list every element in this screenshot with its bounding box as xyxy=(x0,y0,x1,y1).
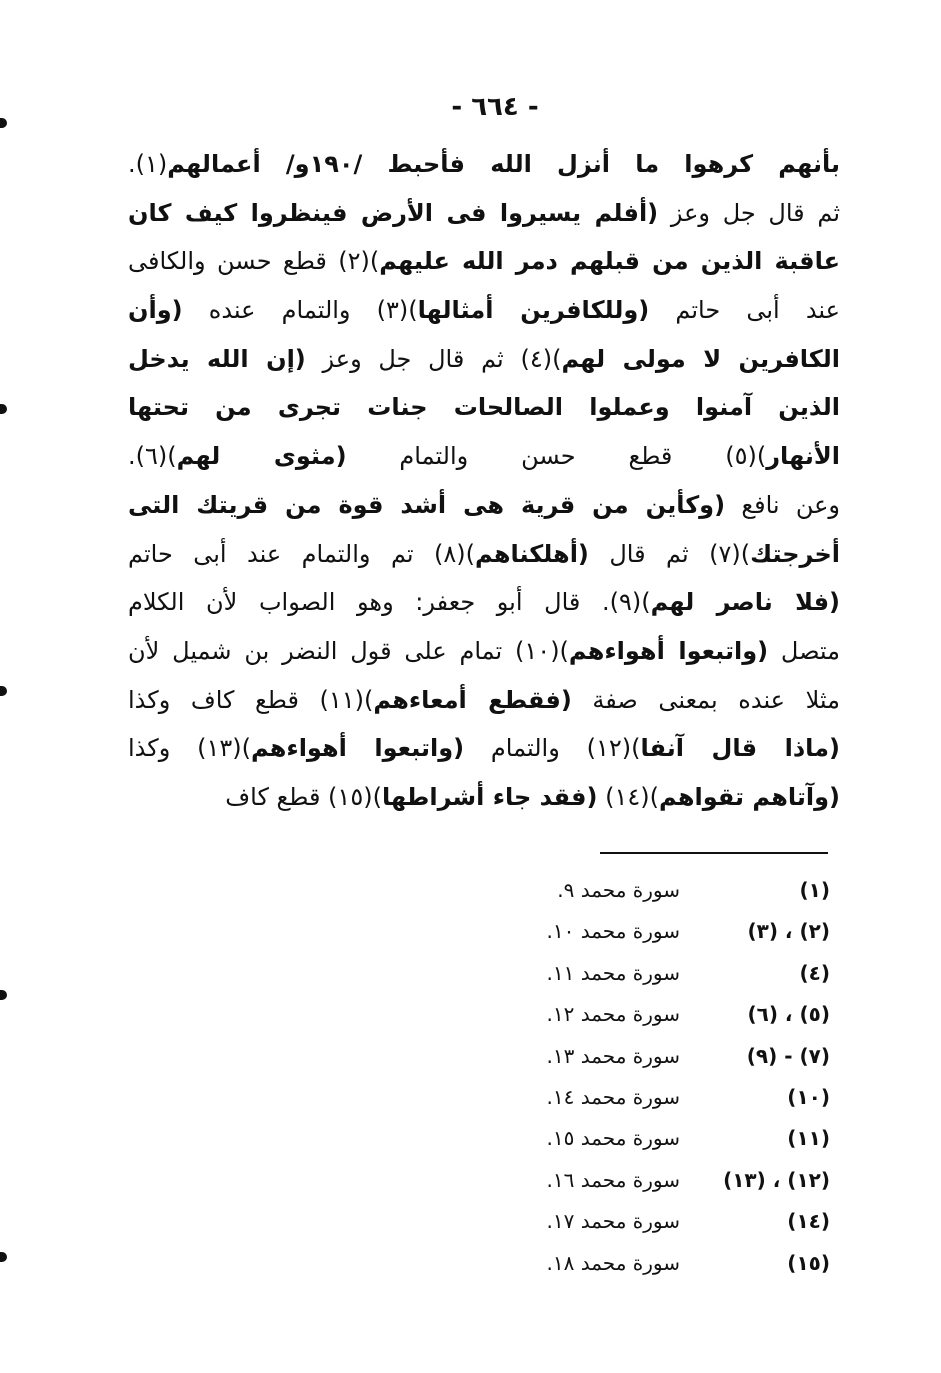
text-segment: وعن نافع xyxy=(725,490,840,519)
footnote-number: (١٠) xyxy=(787,1084,830,1109)
footnote-source: سورة محمد ١٦. xyxy=(546,1167,680,1192)
footnote-source: سورة محمد ١٤. xyxy=(546,1084,680,1109)
text-segment: )(١٤) xyxy=(597,782,660,811)
footnote-source: سورة محمد ١٣. xyxy=(546,1043,680,1068)
text-line xyxy=(128,773,840,822)
text-line xyxy=(128,383,840,432)
quran-quote: (واتبعوا أهواءهم xyxy=(568,636,769,665)
main-text xyxy=(128,140,840,822)
quran-quote: (واتبعوا أهواءهم xyxy=(250,734,465,763)
footnote-number: (١) xyxy=(799,878,830,902)
quran-quote: (ماذا قال آنفا xyxy=(640,734,840,763)
quran-quote: (إن الله يدخل xyxy=(128,344,306,373)
text-segment: )(٢) قطع حسن والكافى xyxy=(128,247,380,276)
footnote-source: سورة محمد ١٧. xyxy=(546,1209,680,1234)
text-segment: )(٣) والتمام عنده xyxy=(182,296,418,325)
footnotes xyxy=(500,870,830,1284)
quran-quote: عاقبة الذين من قبلهم دمر الله عليهم xyxy=(379,247,840,276)
quran-quote: (فقد جاء أشراطها xyxy=(381,782,598,811)
footnote-item xyxy=(500,1243,830,1284)
binding-hole-mark xyxy=(0,990,7,1000)
quran-quote: (فقطع أمعاءهم xyxy=(373,685,572,714)
quran-quote: (وآتاهم تقواهم xyxy=(659,782,840,811)
footnote-item xyxy=(500,1201,830,1242)
quran-quote: الذين آمنوا وعملوا الصالحات جنات تجرى من تحتها xyxy=(128,393,840,422)
text-line xyxy=(128,481,840,530)
text-segment: (١). xyxy=(128,150,168,178)
text-line xyxy=(128,189,840,238)
quran-quote: (مثوى لهم xyxy=(176,442,347,471)
text-segment: )(١٢) والتمام xyxy=(464,734,641,763)
footnote-item xyxy=(500,870,830,911)
footnote-item xyxy=(500,911,830,952)
quran-quote: الكافرين لا مولى لهم xyxy=(561,344,840,373)
text-segment: )(٧) ثم قال xyxy=(588,539,751,568)
text-segment: )(١٣) وكذا xyxy=(128,734,251,763)
quran-quote: (وللكافرين أمثالها xyxy=(417,296,650,325)
text-line xyxy=(128,432,840,481)
quran-quote: بأنهم كرهوا ما أنزل الله فأحبط /١٩٠و/ أعمالهم xyxy=(167,150,840,178)
footnote-source: سورة محمد ٩. xyxy=(557,878,680,902)
footnote-source: سورة محمد ١٠. xyxy=(546,919,680,944)
binding-hole-mark xyxy=(0,1252,7,1262)
quran-quote: (وكأين من قرية هى أشد قوة من قريتك التى xyxy=(128,490,726,519)
text-segment: )(١٠) تمام على قول النضر بن شميل لأن xyxy=(128,636,569,665)
footnote-source: سورة محمد ١٥. xyxy=(546,1126,680,1151)
text-segment: ثم قال جل وعز xyxy=(658,198,840,227)
footnote-item xyxy=(500,1160,830,1201)
text-line xyxy=(128,140,840,189)
text-segment: )(١١) قطع كاف وكذا xyxy=(128,685,374,714)
footnote-number: (١١) xyxy=(787,1126,830,1151)
quran-quote: (أفلم يسيروا فى الأرض فينظروا كيف كان xyxy=(128,198,659,227)
text-segment: )(٥) قطع حسن والتمام xyxy=(346,442,767,471)
quran-quote: (وأن xyxy=(128,296,183,325)
text-line xyxy=(128,627,840,676)
footnote-number: (٢) ، (٣) xyxy=(747,919,830,944)
footnote-item xyxy=(500,1118,830,1159)
binding-hole-mark xyxy=(0,404,7,414)
footnote-item xyxy=(500,1036,830,1077)
text-line xyxy=(128,286,840,335)
text-segment: )(٩). قال أبو جعفر: وهو الصواب لأن الكلام xyxy=(128,588,651,617)
page-number: - ٦٦٤ - xyxy=(451,92,539,122)
footnote-number: (١٥) xyxy=(787,1250,830,1275)
footnote-source: سورة محمد ١١. xyxy=(546,960,680,985)
text-segment: )(٦). xyxy=(128,442,177,471)
footnote-number: (٥) ، (٦) xyxy=(747,1002,830,1027)
text-segment: )(٤) ثم قال جل وعز xyxy=(305,344,562,373)
binding-hole-mark xyxy=(0,686,7,696)
text-line xyxy=(128,578,840,627)
footnote-source: سورة محمد ١٢. xyxy=(546,1002,680,1027)
footnote-number: (١٤) xyxy=(787,1209,830,1234)
text-line xyxy=(128,530,840,579)
footnote-source: سورة محمد ١٨. xyxy=(546,1250,680,1275)
footnote-number: (١٢) ، (١٣) xyxy=(723,1167,830,1192)
text-segment: )(١٥) قطع كاف xyxy=(225,782,382,811)
footnote-divider xyxy=(600,852,828,854)
footnote-item xyxy=(500,953,830,994)
quran-quote: الأنهار xyxy=(766,442,840,471)
text-line xyxy=(128,724,840,773)
footnote-item xyxy=(500,1077,830,1118)
quran-quote: (أهلكناهم xyxy=(475,539,589,568)
text-segment: )(٨) تم والتمام عند أبى حاتم xyxy=(128,539,476,568)
text-line xyxy=(128,237,840,286)
quran-quote: (فلا ناصر لهم xyxy=(650,588,840,617)
binding-hole-mark xyxy=(0,118,7,128)
text-segment: متصل xyxy=(768,636,840,665)
footnote-item xyxy=(500,994,830,1035)
quran-quote: أخرجتك xyxy=(750,539,840,568)
text-segment: عند أبى حاتم xyxy=(649,296,840,325)
text-segment: مثلا عنده بمعنى صفة xyxy=(571,685,840,714)
text-line xyxy=(128,676,840,725)
footnote-number: (٧) - (٩) xyxy=(746,1043,830,1068)
text-line xyxy=(128,335,840,384)
footnote-number: (٤) xyxy=(799,960,830,985)
